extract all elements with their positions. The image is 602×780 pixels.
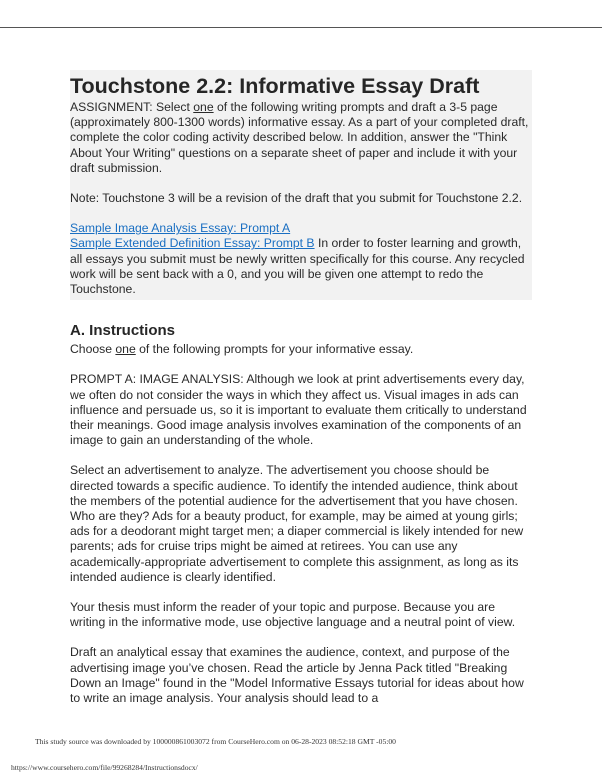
spacer — [70, 630, 532, 645]
spacer — [70, 585, 532, 600]
source-url[interactable]: https://www.coursehero.com/file/99268284/Instructionsdocx/ — [11, 763, 198, 772]
choose-text — [70, 342, 532, 357]
assignment-pre: ASSIGNMENT: Select — [70, 100, 194, 114]
spacer — [70, 206, 530, 221]
spacer — [70, 357, 532, 372]
document-body — [70, 70, 532, 706]
spacer — [70, 176, 530, 191]
spacer — [70, 448, 532, 463]
prompt-b-link[interactable]: Sample Extended Definition Essay: Prompt B — [70, 236, 315, 251]
assignment-underlined: one — [193, 100, 214, 114]
prompt-a-paragraph: PROMPT A: IMAGE ANALYSIS: Although we look at print advertisements every day, we often do not consider the ways in which they affect us. Visual images in ads can influence and persuade us, so it is important to evaluate them critically to understand their meanings. Good image analysis involves examination of the components of an image to gain an understanding of the whole. — [70, 372, 527, 448]
page-title: Touchstone 2.2: Informative Essay Draft — [70, 74, 480, 98]
draft-paragraph: Draft an analytical essay that examines the audience, context, and purpose of the advertising image you’ve chosen. Read the article by Jenna Pack titled "Breaking Down an Image" found in the "Model Informative Essays tutorial for ideas about how to write an image analysis. Your analysis should lead to a — [70, 645, 524, 706]
choose-post: of the following prompts for your informative essay. — [135, 342, 414, 357]
assignment-post: of the following writing prompts and draft a 3-5 page (approximately 800-1300 words) informative essay. As a part of your completed draft, complete the color coding activity described below. In addition, answer the "Think About Your Writing" questions on a separate sheet of paper and include it with your draft submission. — [70, 100, 529, 175]
download-source-note: This study source was downloaded by 100000861003072 from CourseHero.com on 06-28-2023 08:52:18 GMT -05:00 — [35, 737, 396, 746]
recycle-note: In order to foster learning and growth, all essays you submit must be newly written specifically for this course. Any recycled work will be sent back with a 0, and you will be given one attempt to redo the Touchstone. — [70, 236, 525, 297]
assignment-text — [70, 100, 530, 176]
sample-links — [70, 221, 530, 297]
note-text: Note: Touchstone 3 will be a revision of the draft that you submit for Touchstone 2.2. — [70, 191, 523, 206]
prompt-a-link[interactable]: Sample Image Analysis Essay: Prompt A — [70, 221, 291, 236]
header-divider — [0, 27, 602, 28]
choose-pre: Choose — [70, 342, 116, 357]
section-a-heading: A. Instructions — [70, 322, 176, 340]
advertisement-paragraph: Select an advertisement to analyze. The advertisement you choose should be directed towards a specific audience. To identify the intended audience, think about the members of the potential audience for the advertisement that you have chosen. Who are they? Ads for a beauty product, for example, may be aimed at young girls; ads for a deodorant might target men; a diaper commercial is likely intended for new parents; ads for cruise trips might be aimed at retirees. You can use any academically-appropriate advertisement to complete this assignment, as long as its intended audience is clearly identified. — [70, 463, 524, 584]
assignment-box — [70, 70, 532, 300]
choose-underlined: one — [115, 342, 136, 357]
thesis-paragraph: Your thesis must inform the reader of your topic and purpose. Because you are writing in the informative mode, use objective language and a neutral point of view. — [70, 600, 516, 630]
